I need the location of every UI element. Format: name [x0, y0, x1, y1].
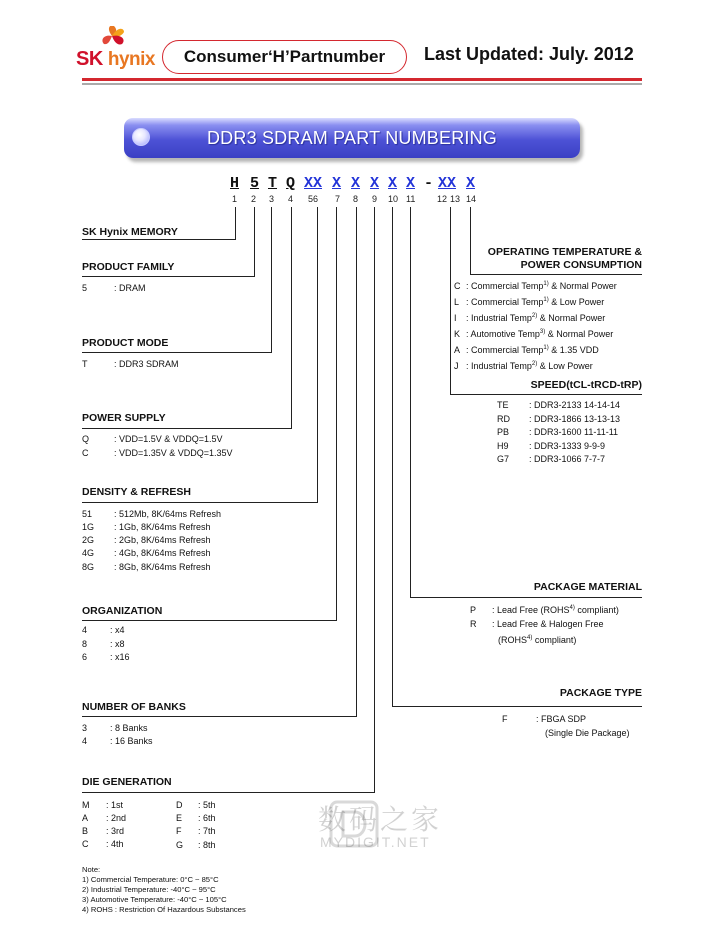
pn-index: 10: [388, 194, 399, 204]
die-desc: : 5th: [198, 800, 216, 810]
pn-index: 56: [308, 194, 319, 204]
pn-index: 2: [251, 194, 257, 204]
section-title-family: PRODUCT FAMILY: [82, 261, 175, 273]
ptype-desc-2: (Single Die Package): [545, 728, 630, 738]
density-desc: : 8Gb, 8K/64ms Refresh: [114, 562, 211, 572]
die-desc: : 3rd: [106, 826, 125, 836]
watermark-cn: 数码之家: [318, 803, 443, 836]
connector-line: [392, 207, 393, 707]
connector-line: [82, 352, 272, 353]
pn-char: X: [332, 175, 342, 192]
pn-index: 7: [335, 194, 341, 204]
power-desc: : VDD=1.35V & VDDQ=1.35V: [114, 448, 233, 458]
die-code: D: [176, 800, 183, 810]
ptype-code: F: [502, 714, 508, 724]
pn-char: X: [466, 175, 476, 192]
org-desc: : x4: [110, 625, 125, 635]
temp-desc: : Industrial Temp$^{2)}$ & Normal Power: [466, 313, 606, 323]
pn-dash: -: [424, 175, 434, 192]
pn-index: 4: [288, 194, 294, 204]
banks-desc: : 8 Banks: [110, 723, 148, 733]
notes-title: Note:: [82, 865, 101, 874]
material-code: P: [470, 605, 477, 615]
logo-hynix: hynix: [107, 49, 155, 70]
pn-char: H: [230, 175, 240, 192]
section-title-material: PACKAGE MATERIAL: [533, 581, 642, 593]
pn-index: 9: [372, 194, 378, 204]
family-code: 5: [82, 283, 88, 293]
temp-desc: : Commercial Temp$^{1)}$ & Low Power: [466, 297, 605, 307]
temp-code: C: [454, 281, 461, 291]
density-code: 1G: [82, 522, 95, 532]
logo-sk: SK: [76, 48, 103, 70]
logo-wordmark: [76, 48, 155, 71]
pn-char: T: [268, 175, 278, 192]
pn-char: 5: [250, 175, 260, 192]
pn-index: 14: [466, 194, 477, 204]
temp-code: J: [454, 361, 459, 371]
die-code: G: [176, 840, 184, 850]
section-title-org: ORGANIZATION: [82, 605, 163, 617]
density-desc: : 4Gb, 8K/64ms Refresh: [114, 548, 211, 558]
header-rule-grey: [82, 83, 642, 85]
temp-code: I: [454, 313, 457, 323]
footnotes: [82, 865, 246, 915]
speed-desc: : DDR3-1600 11-11-11: [529, 427, 619, 437]
density-desc: : 1Gb, 8K/64ms Refresh: [114, 522, 211, 532]
pn-index: 8: [353, 194, 359, 204]
connector-line: [82, 502, 318, 503]
section-title-die: DIE GENERATION: [82, 776, 172, 788]
section-title-banks: NUMBER OF BANKS: [82, 701, 186, 713]
die-code: B: [82, 826, 89, 836]
org-desc: : x16: [110, 652, 130, 662]
banner-title: DDR3 SDRAM PART NUMBERING: [206, 127, 498, 148]
pn-index: 13: [450, 194, 461, 204]
connector-line: [410, 597, 642, 598]
density-code: 2G: [82, 535, 95, 545]
connector-line: [82, 276, 255, 277]
temp-code: A: [454, 345, 461, 355]
connector-line: [356, 207, 357, 717]
density-code: 4G: [82, 548, 95, 558]
die-desc: : 7th: [198, 826, 216, 836]
speed-desc: : DDR3-2133 14-14-14: [529, 400, 621, 410]
density-desc: : 512Mb, 8K/64ms Refresh: [114, 509, 222, 519]
section-title-mode: PRODUCT MODE: [82, 337, 169, 349]
pn-char: XX: [438, 175, 457, 192]
pn-char: Q: [286, 175, 296, 192]
power-code: Q: [82, 434, 90, 444]
connector-line: [336, 207, 337, 621]
speed-code: RD: [497, 414, 510, 424]
note-line: 1) Commercial Temperature: 0°C ~ 85°C: [82, 875, 219, 884]
power-desc: : VDD=1.5V & VDDQ=1.5V: [114, 434, 223, 444]
last-updated: Last Updated: July. 2012: [424, 44, 634, 64]
temp-desc: : Industrial Temp$^{2)}$ & Low Power: [466, 361, 593, 371]
connector-line: [450, 207, 451, 395]
connector-line: [271, 207, 272, 353]
die-code: F: [176, 826, 182, 836]
connector-line: [82, 792, 375, 793]
pn-index: 3: [269, 194, 275, 204]
speed-code: H9: [497, 441, 509, 451]
speed-desc: : DDR3-1333 9-9-9: [529, 441, 606, 451]
temp-desc: : Commercial Temp$^{1)}$ & Normal Power: [466, 281, 617, 291]
mode-desc: : DDR3 SDRAM: [114, 359, 179, 369]
section-title-ptype: PACKAGE TYPE: [559, 687, 642, 699]
banks-code: 3: [82, 723, 88, 733]
temp-code: K: [454, 329, 461, 339]
die-desc: : 8th: [198, 840, 216, 850]
pn-char: X: [388, 175, 398, 192]
die-code: M: [82, 800, 90, 810]
section-title-power: POWER SUPPLY: [82, 412, 166, 424]
die-desc: : 6th: [198, 813, 216, 823]
speed-code: G7: [497, 454, 510, 464]
org-desc: : x8: [110, 639, 125, 649]
ptype-desc: : FBGA SDP: [536, 714, 587, 724]
org-code: 4: [82, 625, 88, 635]
note-line: 4) ROHS : Restriction Of Hazardous Substances: [82, 905, 246, 914]
material-desc: : Lead Free & Halogen Free: [492, 619, 604, 629]
note-line: 3) Automotive Temperature: -40°C ~ 105°C: [82, 895, 227, 904]
connector-line: [82, 716, 357, 717]
connector-line: [82, 239, 236, 240]
pn-index: 11: [406, 194, 416, 204]
section-title-speed: SPEED(tCL-tRCD-tRP): [530, 379, 642, 391]
die-desc: : 2nd: [106, 813, 127, 823]
header-rule-red: [82, 78, 642, 81]
material-code: R: [470, 619, 477, 629]
connector-line: [291, 207, 292, 429]
document-title: Consumer‘H’Partnumber: [162, 40, 407, 74]
connector-line: [470, 274, 642, 275]
section-title-temp: OPERATING TEMPERATURE &: [487, 246, 642, 258]
org-code: 8: [82, 639, 88, 649]
pn-char: XX: [304, 175, 323, 192]
die-desc: : 4th: [106, 839, 124, 849]
density-desc: : 2Gb, 8K/64ms Refresh: [114, 535, 211, 545]
watermark-en: MYDIGIT.NET: [320, 834, 431, 850]
material-desc-2: (ROHS$^{4)}$ compliant): [498, 635, 577, 645]
die-code: C: [82, 839, 89, 849]
material-desc: : Lead Free (ROHS$^{4)}$ compliant): [492, 605, 619, 615]
connector-line: [317, 207, 318, 503]
pn-index: 1: [232, 194, 238, 204]
banks-code: 4: [82, 736, 88, 746]
connector-line: [254, 207, 255, 277]
connector-line: [374, 207, 375, 793]
section-title-memory: SK Hynix MEMORY: [82, 226, 178, 238]
connector-line: [82, 428, 292, 429]
pn-char: X: [351, 175, 361, 192]
die-desc: : 1st: [106, 800, 124, 810]
family-desc: : DRAM: [114, 283, 146, 293]
pn-index: 12: [437, 194, 448, 204]
temp-code: L: [454, 297, 460, 307]
note-line: 2) Industrial Temperature: -40°C ~ 95°C: [82, 885, 216, 894]
connector-line: [392, 706, 642, 707]
org-code: 6: [82, 652, 88, 662]
section-title-temp-2: POWER CONSUMPTION: [520, 259, 642, 271]
connector-line: [410, 207, 411, 598]
density-code: 51: [82, 509, 93, 519]
speed-code: TE: [497, 400, 509, 410]
power-code: C: [82, 448, 89, 458]
pn-char: X: [370, 175, 380, 192]
speed-desc: : DDR3-1866 13-13-13: [529, 414, 621, 424]
die-code: E: [176, 813, 183, 823]
speed-desc: : DDR3-1066 7-7-7: [529, 454, 606, 464]
connector-line: [470, 207, 471, 275]
connector-line: [82, 620, 337, 621]
speed-code: PB: [497, 427, 510, 437]
density-code: 8G: [82, 562, 95, 572]
section-title-density: DENSITY & REFRESH: [82, 486, 191, 498]
banks-desc: : 16 Banks: [110, 736, 153, 746]
connector-line: [450, 394, 642, 395]
temp-desc: : Commercial Temp$^{1)}$ & 1.35 VDD: [466, 345, 599, 355]
connector-line: [235, 207, 236, 239]
mode-code: T: [82, 359, 88, 369]
pn-char: X: [406, 175, 416, 192]
die-code: A: [82, 813, 89, 823]
temp-desc: : Automotive Temp$^{3)}$ & Normal Power: [466, 329, 614, 339]
